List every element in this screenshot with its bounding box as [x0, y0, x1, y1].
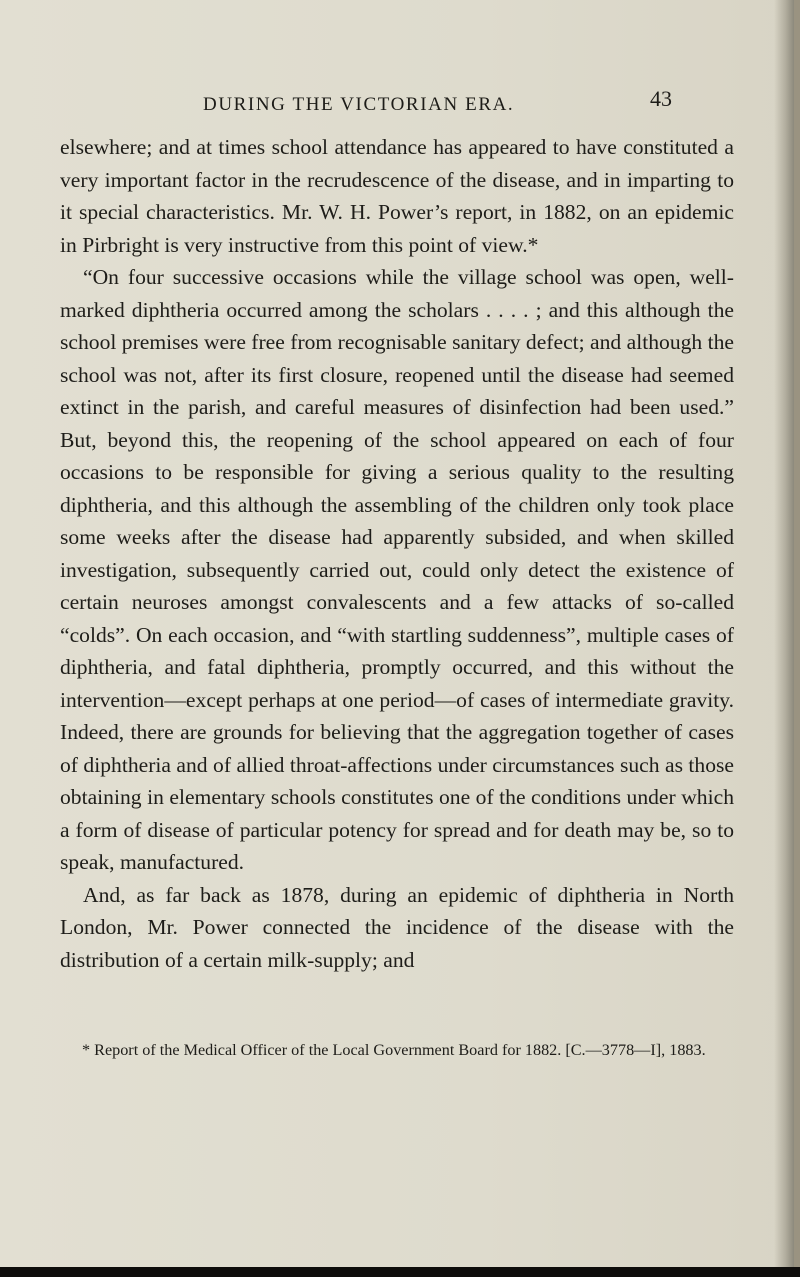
body-text — [60, 131, 734, 976]
paragraph-2-quotation: “On four successive occasions while the village school was open, well-marked diphtheria occurred among the scholars . . . . ; and this although the school premises were free from recognisable sanitary defect; and although the school was not, after its first closure, reopened until the disease had seemed extinct in the parish, and careful measures of disinfection had been used.” But, beyond this, the reopening of the school appeared on each of four occasions to be responsible for giving a serious quality to the resulting diphtheria, and this although the assembling of the children only took place some weeks after the disease had apparently subsided, and when skilled investigation, subsequently carried out, could only detect the existence of certain neuroses amongst convalescents and a few attacks of so-called “colds”. On each occasion, and “with startling suddenness”, multiple cases of diphtheria, and fatal diphtheria, promptly occurred, and this without the intervention—except perhaps at one period—of cases of intermediate gravity. Indeed, there are grounds for believing that the aggregation together of cases of diphtheria and of allied throat-affections under circumstances such as those obtaining in elementary schools constitutes one of the conditions under which a form of disease of particular potency for spread and for death may be, so to speak, manufactured. — [60, 265, 734, 874]
scan-bottom-edge — [0, 1267, 800, 1277]
paragraph-3: And, as far back as 1878, during an epidemic of diphtheria in North London, Mr. Power connected the incidence of the disease with the distribution of a certain milk-supply; and — [60, 882, 734, 972]
running-head — [60, 86, 732, 120]
paragraph-1: elsewhere; and at times school attendance has appeared to have constituted a very important factor in the recrudescence of the disease, and in imparting to it special characteristics. Mr. W. H. Power’s report, in 1882, on an epidemic in Pirbright is very instructive from this point of view.* — [60, 135, 734, 257]
footnote — [60, 1040, 734, 1060]
running-title: DURING THE VICTORIAN ERA. — [203, 94, 515, 115]
footnote-text: * Report of the Medical Officer of the Local Government Board for 1882. [C.—3778—I], 1883. — [82, 1041, 706, 1059]
page-number: 43 — [650, 86, 672, 111]
binding-edge — [794, 0, 800, 1277]
